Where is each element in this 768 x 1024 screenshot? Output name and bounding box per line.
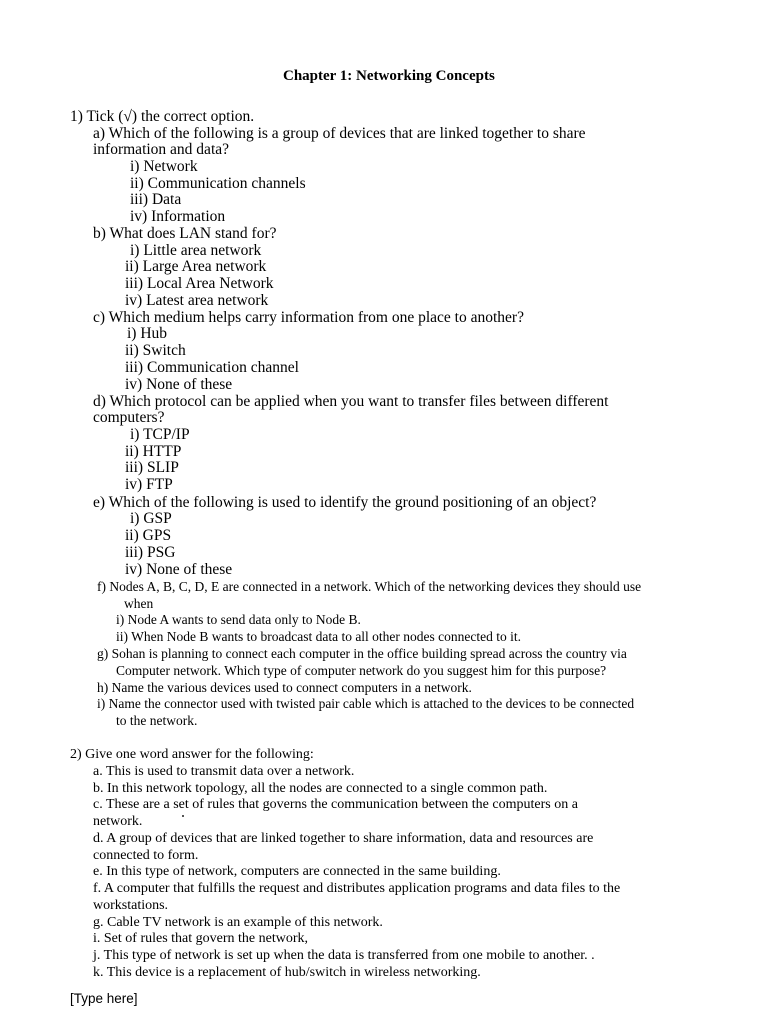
q1e-option: iv) None of these <box>125 561 233 578</box>
q1d-option: iii) SLIP <box>125 459 179 476</box>
q1a-option: i) Network <box>130 158 198 175</box>
q1h-question: h) Name the various devices used to connect computers in a network. <box>97 680 472 695</box>
q1c-option: iv) None of these <box>125 376 233 393</box>
q1a-option: iv) Information <box>130 208 226 225</box>
q1f-sub-item: i) Node A wants to send data only to Node B. <box>116 612 361 627</box>
q1f-sub-item: ii) When Node B wants to broadcast data to all other nodes connected to it. <box>116 629 522 644</box>
q2-item: g. Cable TV network is an example of this network. <box>93 915 383 930</box>
page-title: Chapter 1: Networking Concepts <box>283 68 495 84</box>
q1f-question-line2: when <box>124 596 154 611</box>
q1e-option: ii) GPS <box>125 527 172 544</box>
q1b-option: iii) Local Area Network <box>125 275 274 292</box>
q2-item: network. <box>93 814 143 829</box>
q2-item: workstations. <box>93 898 169 913</box>
q1a-option: ii) Communication channels <box>130 175 306 192</box>
footer-placeholder: [Type here] <box>70 991 138 1006</box>
q2-item: e. In this type of network, computers are connected in the same building. <box>93 864 501 879</box>
q1d-question-line2: computers? <box>93 409 165 426</box>
q2-item: a. This is used to transmit data over a network. <box>93 764 355 779</box>
q1b-option: iv) Latest area network <box>125 292 269 309</box>
q1b-question: b) What does LAN stand for? <box>93 225 277 242</box>
stray-mark <box>182 815 184 817</box>
q2-item: j. This type of network is set up when the data is transferred from one mobile to another. . <box>93 948 595 963</box>
q1i-question-line2: to the network. <box>116 713 198 728</box>
q1e-option: iii) PSG <box>125 544 176 561</box>
q1e-option: i) GSP <box>130 510 172 527</box>
q1d-option: i) TCP/IP <box>130 426 190 443</box>
q1d-option: iv) FTP <box>125 476 173 493</box>
q2-item: c. These are a set of rules that governs the communication between the computers on a <box>93 797 578 812</box>
q1a-question-line2: information and data? <box>93 141 230 158</box>
q1c-question: c) Which medium helps carry information from one place to another? <box>93 309 524 326</box>
q1f-question-line1: f) Nodes A, B, C, D, E are connected in a network. Which of the networking devices they should use <box>97 579 642 594</box>
q2-item: k. This device is a replacement of hub/switch in wireless networking. <box>93 965 481 980</box>
q2-item: f. A computer that fulfills the request and distributes application programs and data files to the <box>93 881 621 896</box>
q1-heading: 1) Tick (√) the correct option. <box>70 108 255 125</box>
q1c-option: ii) Switch <box>125 342 186 359</box>
q2-heading: 2) Give one word answer for the following: <box>70 747 314 762</box>
q1c-option: iii) Communication channel <box>125 359 299 376</box>
q1g-question-line1: g) Sohan is planning to connect each computer in the office building spread across the country via <box>97 646 627 661</box>
q1d-option: ii) HTTP <box>125 443 182 460</box>
q2-item: d. A group of devices that are linked together to share information, data and resources are <box>93 831 594 846</box>
q1a-option: iii) Data <box>130 191 182 208</box>
q1b-option: i) Little area network <box>130 242 262 259</box>
q1c-option: i) Hub <box>127 325 168 342</box>
q1d-question-line1: d) Which protocol can be applied when you want to transfer files between different <box>93 393 609 410</box>
q1i-question-line1: i) Name the connector used with twisted pair cable which is attached to the devices to be connected <box>97 696 635 711</box>
q2-item: i. Set of rules that govern the network, <box>93 931 309 946</box>
q1g-question-line2: Computer network. Which type of computer network do you suggest him for this purpose? <box>116 663 607 678</box>
q1a-question-line1: a) Which of the following is a group of devices that are linked together to share <box>93 125 586 142</box>
q1e-question: e) Which of the following is used to identify the ground positioning of an object? <box>93 494 597 511</box>
q2-item: b. In this network topology, all the nodes are connected to a single common path. <box>93 781 548 796</box>
q1b-option: ii) Large Area network <box>125 258 267 275</box>
q2-item: connected to form. <box>93 848 199 863</box>
